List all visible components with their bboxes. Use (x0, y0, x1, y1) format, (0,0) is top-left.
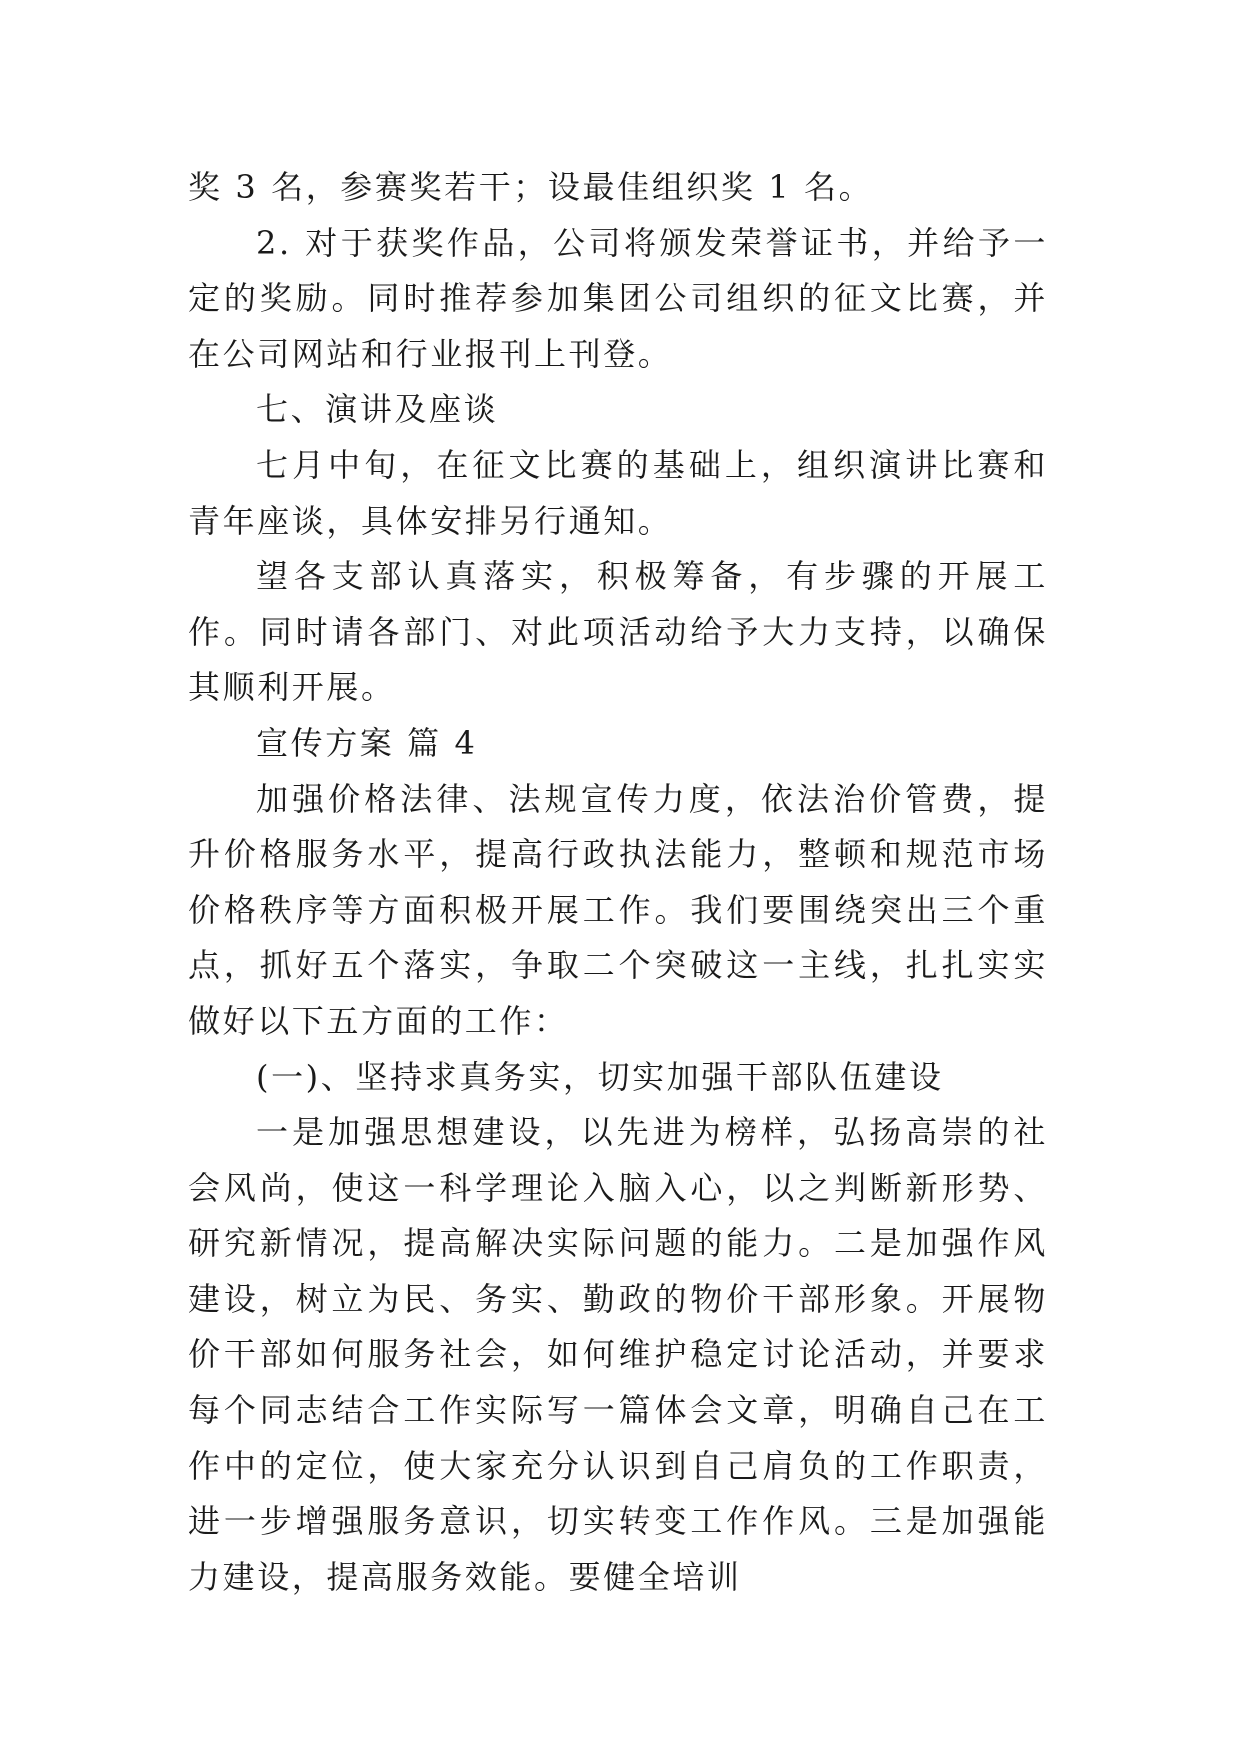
paragraph-award-count: 奖 3 名，参赛奖若干；设最佳组织奖 1 名。 (188, 168, 874, 206)
document-body (188, 160, 1048, 1605)
paragraph-team-building: 一是加强思想建设，以先进为榜样，弘扬高崇的社会风尚，使这一科学理论入脑入心，以之判断新形势、研究新情况，提高解决实际问题的能力。二是加强作风建设，树立为民、务实、勤政的物价干部形象。开展物价干部如何服务社会，如何维护稳定讨论活动，并要求每个同志结合工作实际写一篇体会文章，明确自己在工作中的定位，使大家充分认识到自己肩负的工作职责，进一步增强服务意识，切实转变工作作风。三是加强能力建设，提高服务效能。要健全培训 (188, 1113, 1048, 1596)
paragraph-closing-request: 望各支部认真落实，积极筹备，有步骤的开展工作。同时请各部门、对此项活动给予大力支持，以确保其顺利开展。 (188, 557, 1048, 707)
section-heading-plan-4: 宣传方案 篇 4 (256, 723, 478, 762)
section-heading-speech-forum: 七、演讲及座谈 (256, 390, 499, 429)
paragraph-speech-forum: 七月中旬，在征文比赛的基础上，组织演讲比赛和青年座谈，具体安排另行通知。 (188, 445, 1048, 540)
paragraph-plan-4-intro: 加强价格法律、法规宣传力度，依法治价管费，提升价格服务水平，提高行政执法能力，整顿和规范市场价格秩序等方面积极开展工作。我们要围绕突出三个重点，抓好五个落实，争取二个突破这一主线，扎扎实实做好以下五方面的工作： (188, 779, 1048, 1040)
subheading-team-building: (一)、坚持求真务实，切实加强干部队伍建设 (256, 1057, 944, 1096)
paragraph-award-rewards: 2. 对于获奖作品，公司将颁发荣誉证书，并给予一定的奖励。同时推荐参加集团公司组织的征文比赛，并在公司网站和行业报刊上刊登。 (188, 223, 1048, 373)
